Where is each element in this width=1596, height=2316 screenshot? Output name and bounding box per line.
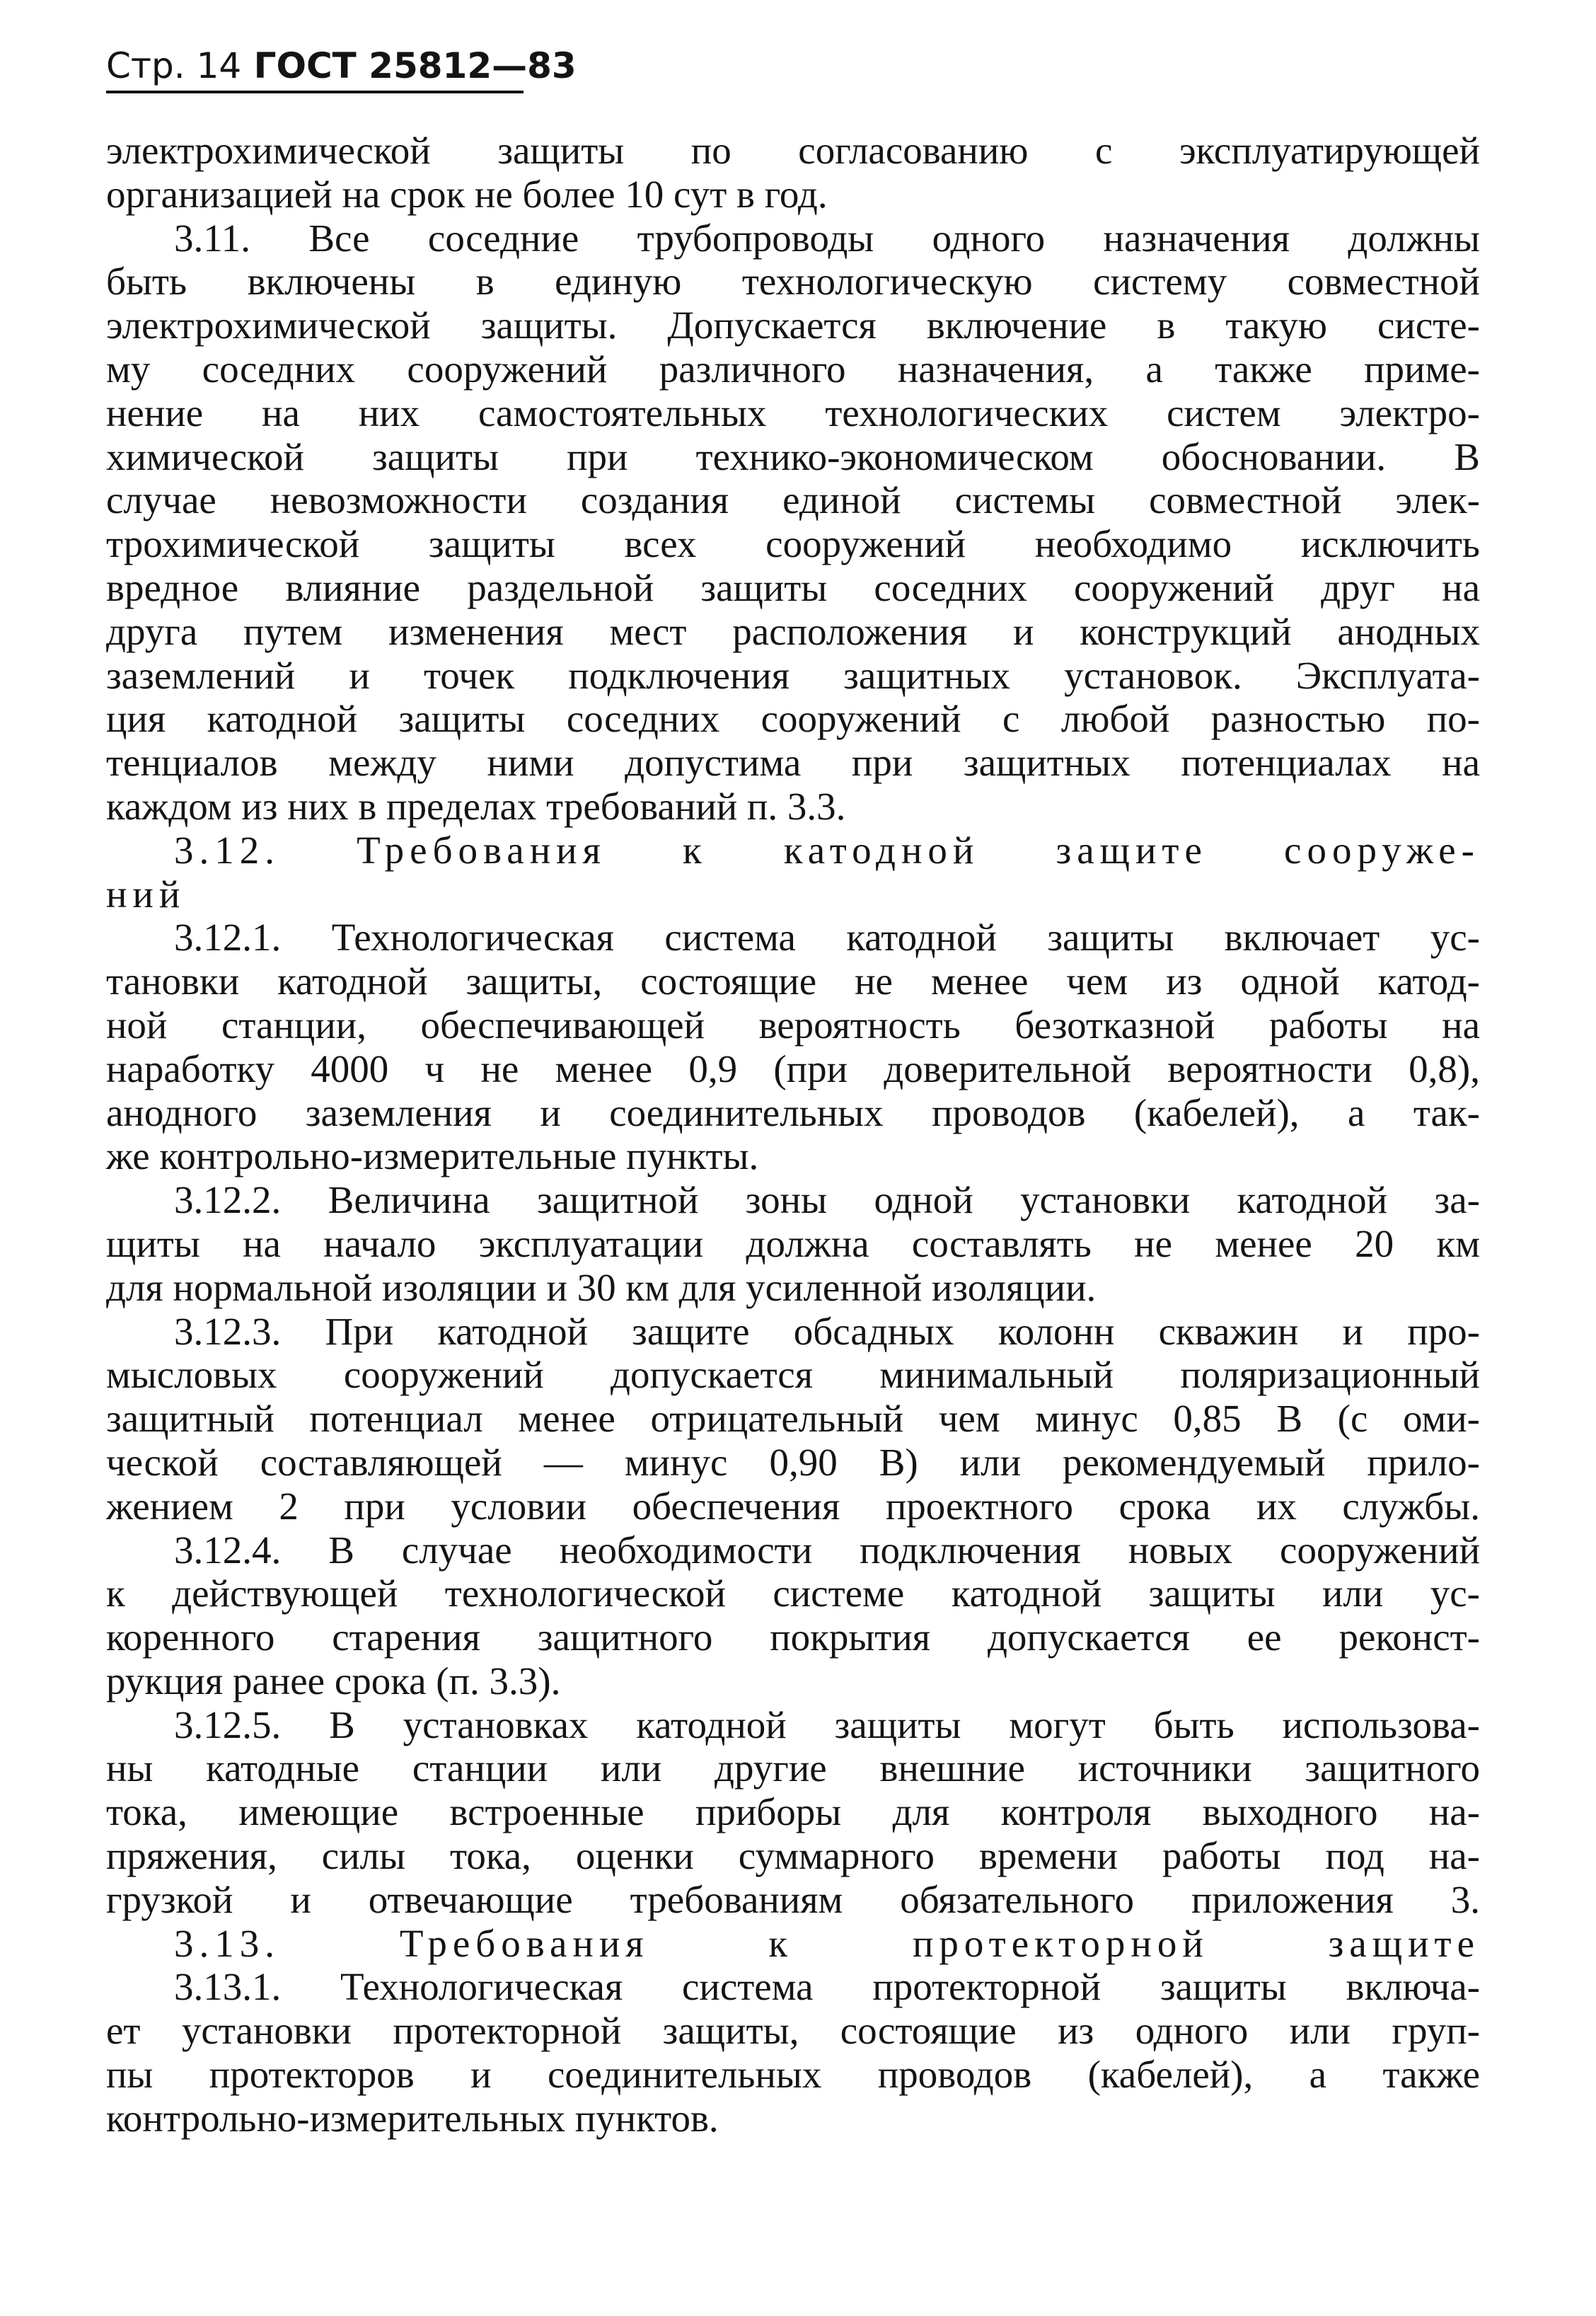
text-line: химической защиты при технико-экономическом обосновании. В — [106, 434, 1480, 478]
text-line: анодного заземления и соединительных проводов (кабелей), а так- — [106, 1090, 1480, 1134]
text-line: трохимической защиты всех сооружений необходимо исключить — [106, 522, 1480, 566]
text-line: нение на них самостоятельных технологических систем электро- — [106, 391, 1480, 434]
text-line: тока, имеющие встроенные приборы для контроля выходного на- — [106, 1790, 1480, 1834]
text-line: случае невозможности создания единой системы совместной элек- — [106, 478, 1480, 522]
text-line: тенциалов между ними допустима при защитных потенциалах на — [106, 741, 1480, 785]
text-line: му соседних сооружений различного назначения, а также приме- — [106, 347, 1480, 391]
text-line: грузкой и отвечающие требованиям обязательного приложения 3. — [106, 1877, 1480, 1921]
text-line: для нормальной изоляции и 30 км для усиленной изоляции. — [106, 1265, 1097, 1309]
text-line: щиты на начало эксплуатации должна составлять не менее 20 км — [106, 1221, 1480, 1265]
text-line: организацией на срок не более 10 сут в год. — [106, 172, 828, 216]
text-line: 3.13.1. Технологическая система протекторной защиты включа- — [174, 1965, 1480, 2009]
text-line: к действующей технологической системе катодной защиты или ус- — [106, 1572, 1480, 1615]
text-line: электрохимической защиты по согласованию с эксплуатирующей — [106, 129, 1480, 172]
text-line: электрохимической защиты. Допускается включение в такую систе- — [106, 304, 1480, 347]
text-line: наработку 4000 ч не менее 0,9 (при доверительной вероятности 0,8), — [106, 1047, 1480, 1090]
text-line: пы протекторов и соединительных проводов (кабелей), а также — [106, 2053, 1480, 2097]
text-line: коренного старения защитного покрытия допускается ее реконст- — [106, 1615, 1480, 1659]
page-number: Стр. 14 — [106, 45, 242, 86]
text-line: защитный потенциал менее отрицательный чем минус 0,85 В (с оми- — [106, 1397, 1480, 1441]
text-line: жением 2 при условии обеспечения проектного срока их службы. — [106, 1484, 1480, 1528]
text-line: быть включены в единую технологическую систему совместной — [106, 260, 1480, 304]
text-line: тановки катодной защиты, состоящие не менее чем из одной катод- — [106, 960, 1480, 1003]
text-line: 3.12.5. В установках катодной защиты могут быть использова- — [174, 1703, 1480, 1746]
text-line: 3.12.3. При катодной защите обсадных колонн скважин и про- — [174, 1309, 1480, 1353]
text-line: 3.12.2. Величина защитной зоны одной установки катодной за- — [174, 1178, 1480, 1222]
text-line: друга путем изменения мест расположения и конструкций анодных — [106, 609, 1480, 653]
text-line: ной станции, обеспечивающей вероятность безотказной работы на — [106, 1003, 1480, 1047]
page-header — [106, 41, 577, 93]
text-line: контрольно-измерительных пунктов. — [106, 2096, 719, 2140]
text-line: заземлений и точек подключения защитных установок. Эксплуата- — [106, 653, 1480, 697]
standard-code: ГОСТ 25812—83 — [253, 45, 577, 86]
text-line: каждом из них в пределах требований п. 3.3. — [106, 784, 846, 828]
text-line: 3.12.4. В случае необходимости подключения новых сооружений — [174, 1528, 1480, 1572]
text-line: 3.12. Требования к катодной защите сооруже- — [174, 828, 1480, 872]
body-text — [106, 129, 1480, 2141]
text-line: вредное влияние раздельной защиты соседних сооружений друг на — [106, 565, 1480, 609]
text-line: ний — [106, 872, 186, 916]
text-line: же контрольно-измерительные пункты. — [106, 1134, 759, 1178]
text-line: ческой составляющей — минус 0,90 В) или рекомендуемый прило- — [106, 1440, 1480, 1484]
text-line: мысловых сооружений допускается минимальный поляризационный — [106, 1353, 1480, 1397]
text-line: рукция ранее срока (п. 3.3). — [106, 1659, 561, 1703]
text-line: 3.13. Требования к протекторной защите — [174, 1921, 1480, 1965]
text-line: ция катодной защиты соседних сооружений с любой разностью по- — [106, 697, 1480, 741]
text-line: ны катодные станции или другие внешние источники защитного — [106, 1746, 1480, 1790]
text-line: 3.12.1. Технологическая система катодной защиты включает ус- — [174, 916, 1480, 960]
text-line: пряжения, силы тока, оценки суммарного времени работы под на- — [106, 1834, 1480, 1878]
text-line: 3.11. Все соседние трубопроводы одного назначения должны — [174, 216, 1480, 260]
text-line: ет установки протекторной защиты, состоящие из одного или груп- — [106, 2009, 1480, 2053]
document-page — [106, 28, 1480, 2278]
